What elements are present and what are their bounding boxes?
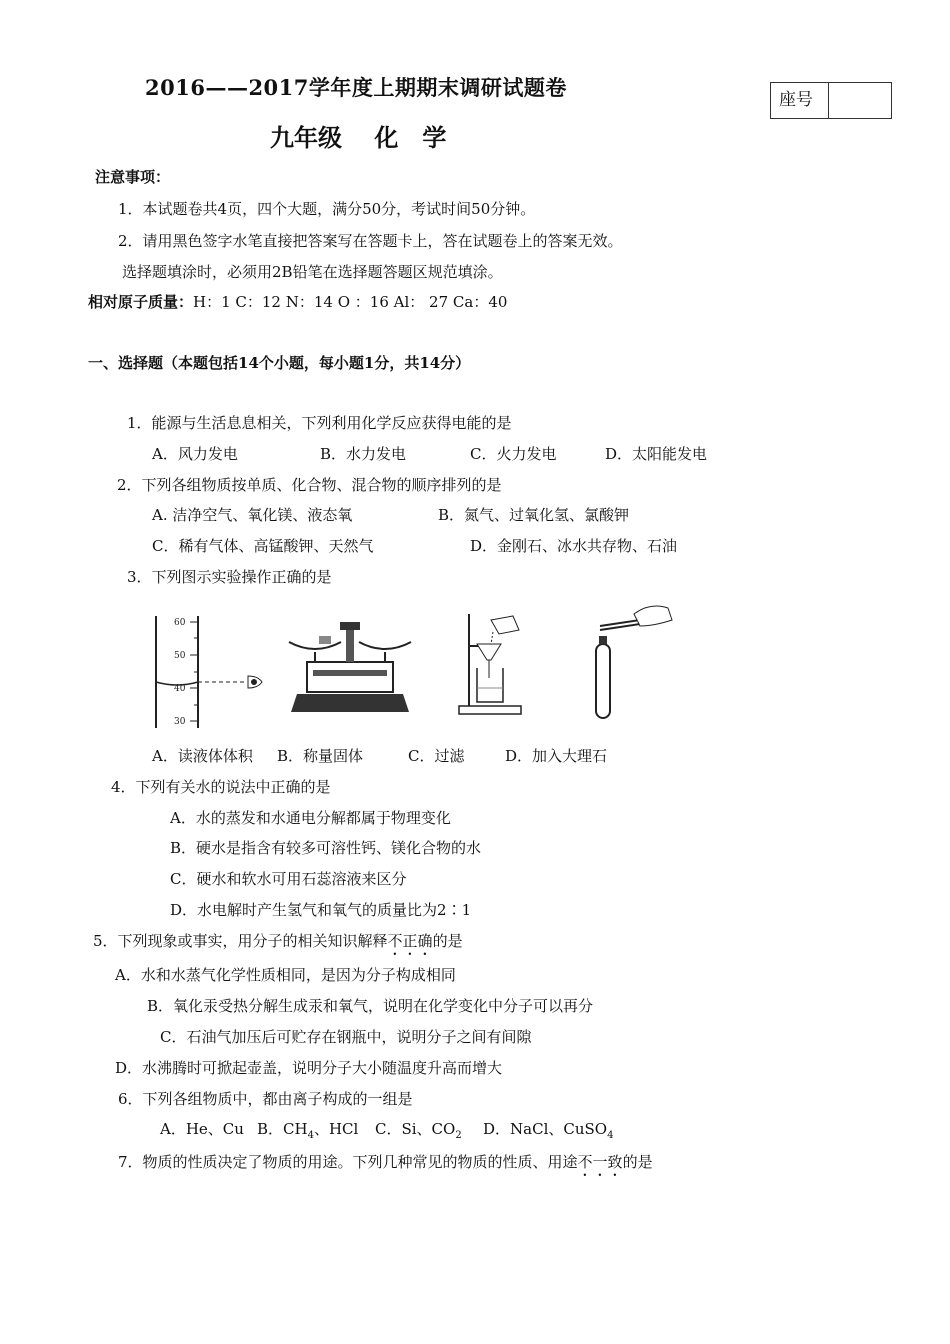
q5-option-d[interactable]: D．水沸腾时可掀起壶盖，说明分子大小随温度升高而增大 (115, 1059, 503, 1077)
q6-c-pre: C．Si、CO (375, 1120, 456, 1138)
q6-b-post: 、HCl (313, 1120, 359, 1138)
q5-option-b[interactable]: B．氧化汞受热分解生成汞和氧气，说明在化学变化中分子可以再分 (147, 997, 594, 1015)
q5-stem-emphasis: 不正确 (387, 932, 433, 950)
q2-option-d[interactable]: D．金刚石、冰水共存物、石油 (470, 537, 678, 555)
tick-40: 40 (174, 684, 186, 694)
q1-option-b[interactable]: B．水力发电 (320, 445, 407, 463)
filtration-figure (455, 608, 530, 720)
graduated-cylinder-figure (150, 612, 275, 732)
q7-stem-pre: 7．物质的性质决定了物质的用途。下列几种常见的物质的性质、用途 (118, 1153, 578, 1171)
exam-subtitle: 九年级 化 学 (270, 123, 447, 152)
tick-50: 50 (174, 651, 186, 661)
q5-stem-pre: 5．下列现象或事实，用分子的相关知识解释 (93, 932, 388, 950)
q3-option-b[interactable]: B．称量固体 (277, 747, 364, 765)
notes-heading: 注意事项： (95, 168, 171, 186)
q3-option-c[interactable]: C．过滤 (408, 747, 465, 765)
q2-option-b[interactable]: B．氮气、过氧化氢、氯酸钾 (438, 506, 630, 524)
q5-stem (93, 930, 463, 959)
q1-option-a[interactable]: A．风力发电 (152, 445, 238, 463)
exam-title: 2016——2017学年度上期期末调研试题卷 (145, 75, 567, 100)
q6-c-sub: 2 (455, 1130, 462, 1141)
tick-60: 60 (174, 618, 186, 628)
notes-line-3: 选择题填涂时，必须用2B铅笔在选择题答题区规范填涂。 (122, 263, 503, 281)
seat-number-field[interactable] (829, 83, 891, 118)
add-marble-figure (590, 600, 680, 722)
q6-option-b[interactable] (257, 1118, 358, 1141)
q3-stem: 3．下列图示实验操作正确的是 (127, 568, 332, 586)
atomic-mass-line (88, 291, 507, 312)
atomic-mass-values: H：1 C：12 N：14 O ：16 Al： 27 Ca：40 (193, 293, 508, 311)
q4-option-a[interactable]: A．水的蒸发和水通电分解都属于物理变化 (170, 809, 451, 827)
q1-option-c[interactable]: C．火力发电 (470, 445, 557, 463)
q3-option-a[interactable]: A．读液体体积 (152, 747, 253, 765)
q6-option-c[interactable] (375, 1118, 462, 1141)
q6-stem: 6．下列各组物质中，都由离子构成的一组是 (118, 1090, 413, 1108)
q2-option-c[interactable]: C．稀有气体、高锰酸钾、天然气 (152, 537, 374, 555)
q4-option-c[interactable]: C．硬水和软水可用石蕊溶液来区分 (170, 870, 407, 888)
notes-line-1: 1．本试题卷共4页，四个大题，满分50分，考试时间50分钟。 (118, 200, 536, 218)
q5-option-c[interactable]: C．石油气加压后可贮存在钢瓶中，说明分子之间有间隙 (160, 1028, 532, 1046)
q2-option-a[interactable]: A. 洁净空气、氧化镁、液态氧 (152, 506, 353, 524)
q4-option-b[interactable]: B．硬水是指含有较多可溶性钙、镁化合物的水 (170, 839, 482, 857)
q7-stem-post: 的是 (622, 1153, 653, 1171)
q6-option-d[interactable] (483, 1118, 613, 1141)
q4-option-d[interactable]: D．水电解时产生氢气和氧气的质量比为2∶1 (170, 901, 472, 919)
section-1-heading: 一、选择题（本题包括14个小题，每小题1分，共14分） (88, 354, 471, 372)
q6-b-pre: B．CH (257, 1120, 308, 1138)
notes-line-2: 2．请用黑色签字水笔直接把答案写在答题卡上，答在试题卷上的答案无效。 (118, 232, 623, 250)
atomic-mass-label: 相对原子质量： (88, 293, 194, 311)
q1-stem: 1．能源与生活息息相关，下列利用化学反应获得电能的是 (127, 414, 512, 432)
q7-stem (118, 1151, 653, 1180)
q5-stem-post: 的是 (432, 932, 463, 950)
balance-figure (285, 618, 415, 718)
q6-d-pre: D．NaCl、CuSO (483, 1120, 608, 1138)
q7-stem-emphasis: 不一致 (577, 1153, 623, 1171)
q2-stem: 2．下列各组物质按单质、化合物、混合物的顺序排列的是 (117, 476, 502, 494)
q6-option-a[interactable]: A．He、Cu (160, 1120, 244, 1138)
q6-b-sub: 4 (307, 1130, 314, 1141)
seat-number-box (770, 82, 892, 119)
q5-option-a[interactable]: A．水和水蒸气化学性质相同，是因为分子构成相同 (115, 966, 456, 984)
seat-label: 座号 (771, 83, 829, 118)
tick-30: 30 (174, 717, 186, 727)
q6-d-sub: 4 (607, 1130, 614, 1141)
q3-option-d[interactable]: D．加入大理石 (505, 747, 608, 765)
q4-stem: 4．下列有关水的说法中正确的是 (111, 778, 331, 796)
q1-option-d[interactable]: D．太阳能发电 (605, 445, 708, 463)
